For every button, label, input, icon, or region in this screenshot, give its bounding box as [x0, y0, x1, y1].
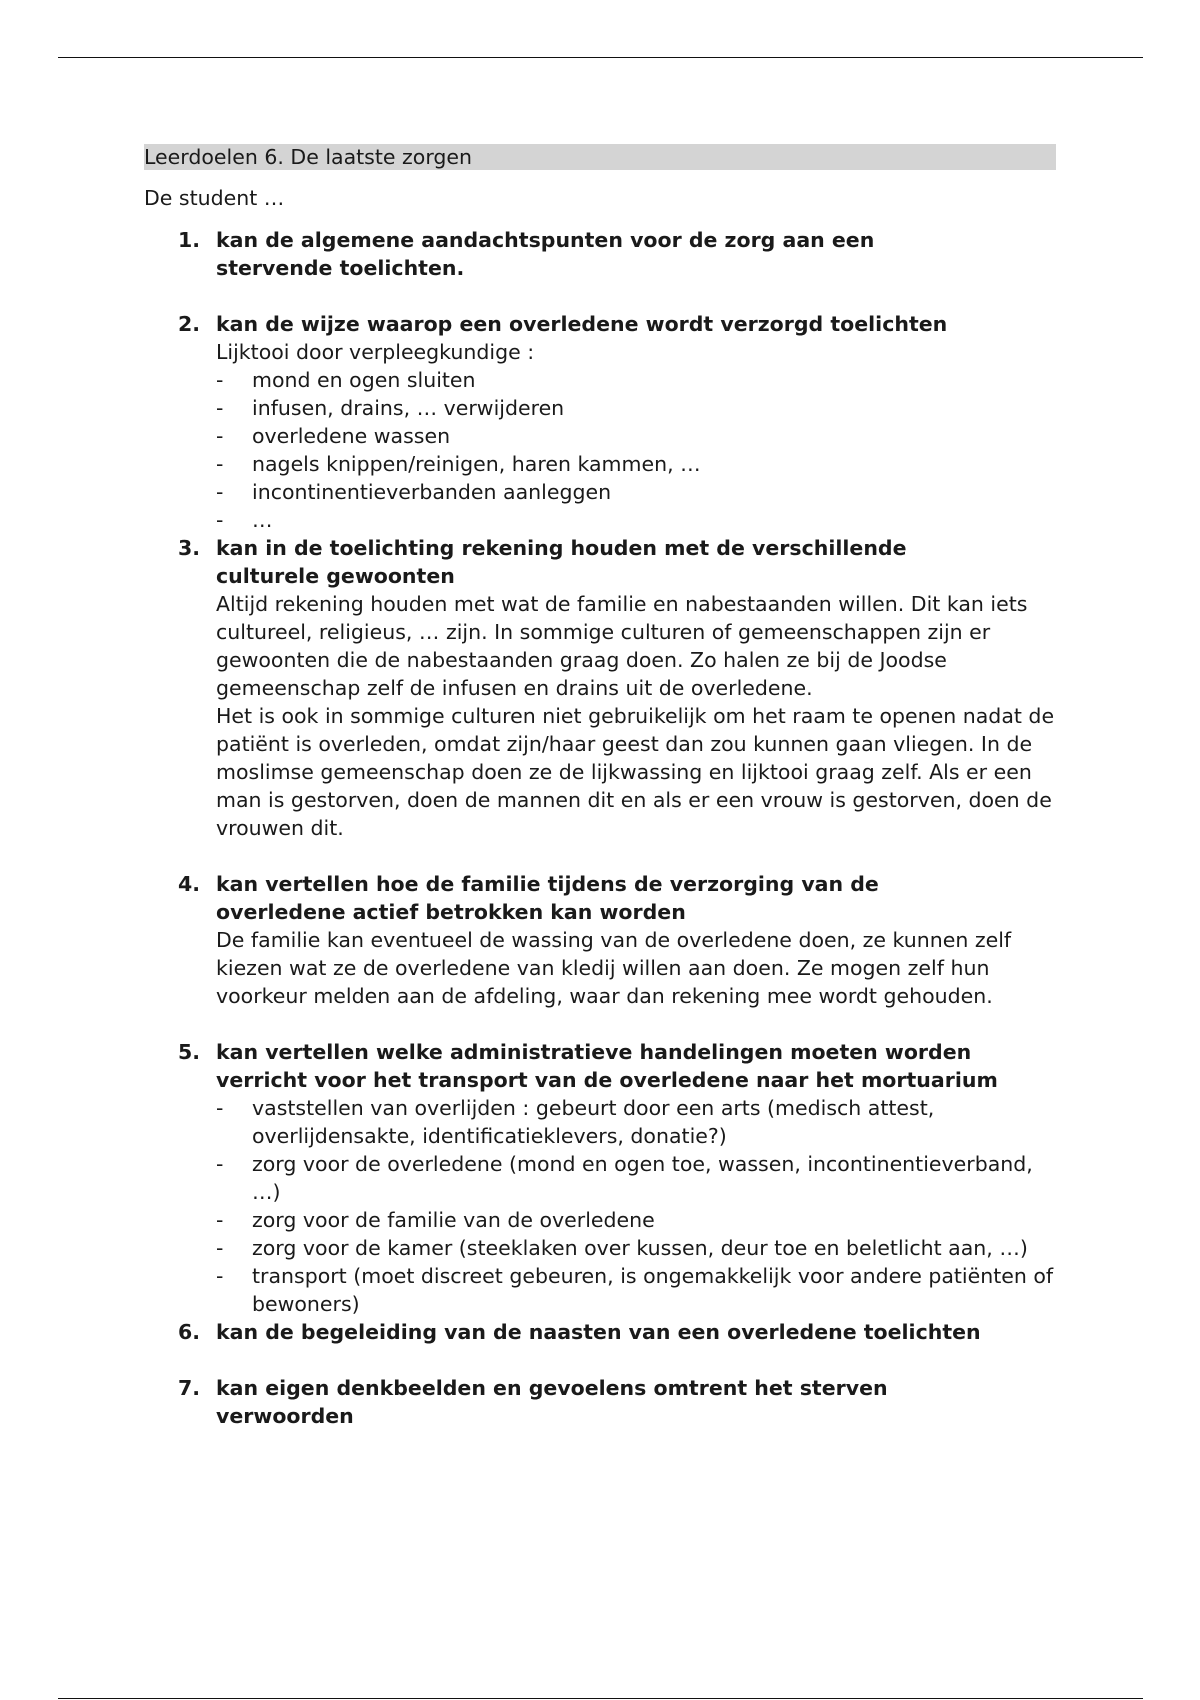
item-title: kan de wijze waarop een overledene wordt verzorgd toelichten	[216, 312, 948, 336]
item-paragraph: De familie kan eventueel de wassing van de overledene doen, ze kunnen zelf kiezen wat ze de overledene van kledij willen aan doen. Ze mogen zelf hun voorkeur melden aan de afdeling, waar dan rekening mee wordt gehouden.	[216, 928, 1012, 1008]
item-number: 4.	[178, 872, 201, 896]
item-paragraph: Het is ook in sommige culturen niet gebruikelijk om het raam te openen nadat de patiënt is overleden, omdat zijn/haar geest dan zou kunnen gaan vliegen. In de moslimse gemeenschap doen ze de lijkwassing en lijktooi graag zelf. Als er een man is gestorven, doen de mannen dit en als er een vrouw is gestorven, doen de vrouwen dit.	[216, 704, 1055, 840]
item-lead: Lijktooi door verpleegkundige :	[216, 340, 535, 364]
learning-goal-5	[144, 1038, 1056, 1318]
item-title: kan de begeleiding van de naasten van een overledene toelichten	[216, 1320, 981, 1344]
list-item	[216, 478, 1056, 506]
list-item-text: transport (moet discreet gebeuren, is ongemakkelijk voor andere patiënten of bewoners)	[252, 1264, 1054, 1316]
list-item-text: …	[252, 508, 273, 532]
intro-text: De student …	[144, 186, 285, 210]
dash-marker: -	[216, 1236, 224, 1260]
item-number: 6.	[178, 1320, 201, 1344]
list-item-text: zorg voor de overledene (mond en ogen toe, wassen, incontinentieverband, …)	[252, 1152, 1033, 1204]
bullet-list	[216, 1094, 1056, 1318]
list-item	[216, 1262, 1056, 1318]
dash-marker: -	[216, 424, 224, 448]
list-item	[216, 1234, 1056, 1262]
list-item-text: vaststellen van overlijden : gebeurt door een arts (medisch attest, overlijdensakte, identificatieklevers, donatie?)	[252, 1096, 935, 1148]
dash-marker: -	[216, 396, 224, 420]
dash-marker: -	[216, 1096, 224, 1120]
item-title: kan vertellen hoe de familie tijdens de verzorging van de overledene actief betrokken kan worden	[216, 872, 879, 924]
dash-marker: -	[216, 452, 224, 476]
learning-goal-4	[144, 870, 1056, 1010]
section-heading: Leerdoelen 6. De laatste zorgen	[144, 144, 1056, 170]
item-number: 1.	[178, 228, 201, 252]
list-item-text: zorg voor de familie van de overledene	[252, 1208, 655, 1232]
header-rule	[58, 57, 1143, 58]
item-title: kan in de toelichting rekening houden met de verschillende culturele gewoonten	[216, 536, 907, 588]
list-item-text: infusen, drains, … verwijderen	[252, 396, 565, 420]
list-item	[216, 394, 1056, 422]
item-title: kan vertellen welke administratieve handelingen moeten worden verricht voor het transport van de overledene naar het mortuarium	[216, 1040, 998, 1092]
item-number: 5.	[178, 1040, 201, 1064]
list-item	[216, 1206, 1056, 1234]
list-item	[216, 422, 1056, 450]
item-number: 3.	[178, 536, 201, 560]
list-item	[216, 506, 1056, 534]
dash-marker: -	[216, 480, 224, 504]
learning-goal-7	[144, 1374, 1056, 1430]
dash-marker: -	[216, 1264, 224, 1288]
list-item-text: incontinentieverbanden aanleggen	[252, 480, 612, 504]
document-body	[144, 144, 1056, 1430]
list-item-text: zorg voor de kamer (steeklaken over kussen, deur toe en beletlicht aan, …)	[252, 1236, 1028, 1260]
item-paragraph: Altijd rekening houden met wat de familie en nabestaanden willen. Dit kan iets cultureel, religieus, … zijn. In sommige culturen of gemeenschappen zijn er gewoonten die de nabestaanden graag doen. Zo halen ze bij de Joodse gemeenschap zelf de infusen en drains uit de overledene.	[216, 592, 1028, 700]
learning-goal-3	[144, 534, 1056, 842]
item-title: kan de algemene aandachtspunten voor de zorg aan een stervende toelichten.	[216, 228, 875, 280]
item-number: 2.	[178, 312, 201, 336]
learning-goal-2	[144, 310, 1056, 534]
bullet-list	[216, 366, 1056, 534]
learning-goal-6	[144, 1318, 1056, 1346]
list-item	[216, 450, 1056, 478]
list-item-text: overledene wassen	[252, 424, 451, 448]
learning-goal-1	[144, 226, 1056, 282]
list-item-text: mond en ogen sluiten	[252, 368, 476, 392]
dash-marker: -	[216, 1208, 224, 1232]
item-number: 7.	[178, 1376, 201, 1400]
dash-marker: -	[216, 508, 224, 532]
dash-marker: -	[216, 1152, 224, 1176]
list-item	[216, 1094, 1056, 1150]
dash-marker: -	[216, 368, 224, 392]
list-item	[216, 366, 1056, 394]
list-item	[216, 1150, 1056, 1206]
footer-rule	[58, 1698, 1143, 1699]
item-title: kan eigen denkbeelden en gevoelens omtrent het sterven verwoorden	[216, 1376, 888, 1428]
list-item-text: nagels knippen/reinigen, haren kammen, …	[252, 452, 701, 476]
